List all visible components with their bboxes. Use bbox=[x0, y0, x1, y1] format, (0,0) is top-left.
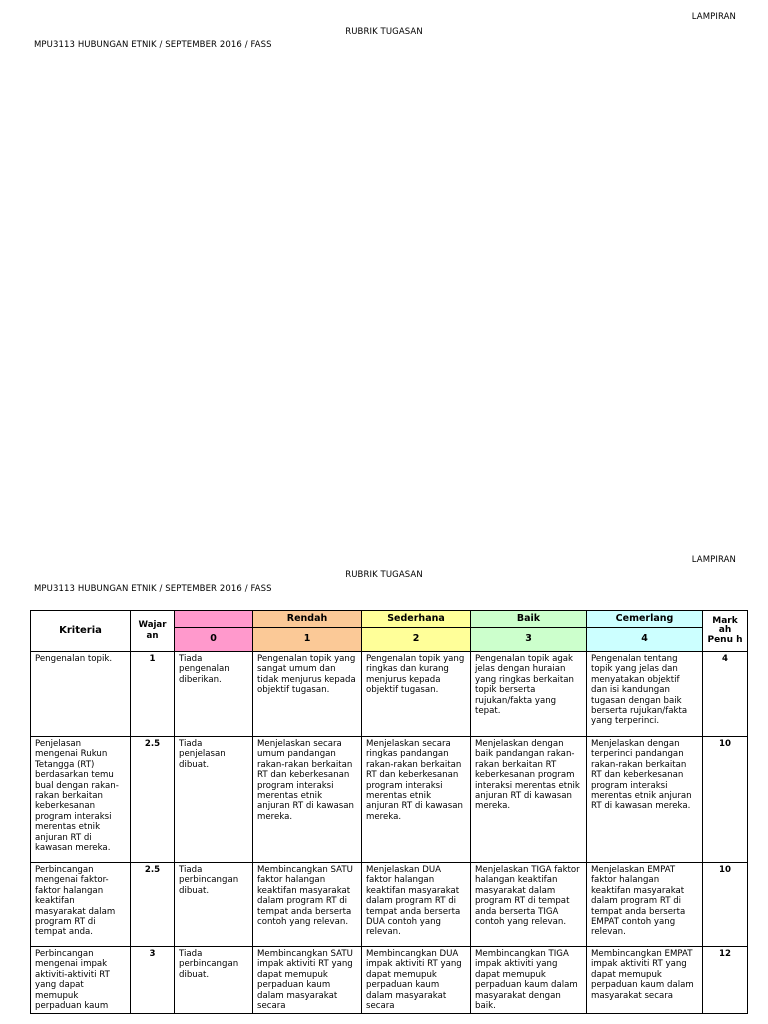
criteria-cell: Perbincangan mengenai faktor-faktor halangan keaktifan masyarakat dalam program RT di tempat anda. bbox=[31, 862, 131, 946]
course-line: MPU3113 HUBUNGAN ETNIK / SEPTEMBER 2016 / FASS bbox=[34, 40, 272, 50]
desc-2-cell: Pengenalan topik yang ringkas dan kurang menjurus kepada objektif tugasan. bbox=[362, 651, 471, 736]
full-mark-cell: 10 bbox=[703, 736, 748, 862]
level-2-score: 2 bbox=[362, 627, 471, 651]
rubric-title: RUBRIK TUGASAN bbox=[345, 570, 423, 580]
weight-cell: 2.5 bbox=[131, 736, 175, 862]
desc-1-cell: Pengenalan topik yang sangat umum dan tidak menjurus kepada objektif tugasan. bbox=[253, 651, 362, 736]
level-4-score: 4 bbox=[587, 627, 703, 651]
desc-3-cell: Pengenalan topik agak jelas dengan huraian yang ringkas berkaitan topik berserta rujukan/fakta yang tepat. bbox=[471, 651, 587, 736]
header-wajaran: Wajar an bbox=[131, 611, 175, 652]
desc-3-cell: Menjelaskan TIGA faktor halangan keaktifan masyarakat dalam program RT di tempat anda berserta TIGA contoh yang relevan. bbox=[471, 862, 587, 946]
level-0-score: 0 bbox=[175, 627, 253, 651]
desc-4-cell: Membincangkan EMPAT impak aktiviti RT yang dapat memupuk perpaduan kaum dalam masyarakat secara bbox=[587, 946, 703, 1014]
table-row bbox=[31, 736, 748, 862]
level-2-name: Sederhana bbox=[362, 611, 471, 628]
weight-cell: 3 bbox=[131, 946, 175, 1014]
desc-3-cell: Menjelaskan dengan baik pandangan rakan-rakan berkaitan RT keberkesanan program interaksi merentas etnik anjuran RT di kawasan mereka. bbox=[471, 736, 587, 862]
level-1-name: Rendah bbox=[253, 611, 362, 628]
full-mark-cell: 10 bbox=[703, 862, 748, 946]
rubric-table bbox=[30, 610, 748, 1014]
desc-0-cell: Tiada perbincangan dibuat. bbox=[175, 862, 253, 946]
level-3-score: 3 bbox=[471, 627, 587, 651]
desc-4-cell: Menjelaskan EMPAT faktor halangan keaktifan masyarakat dalam program RT di tempat anda berserta EMPAT contoh yang relevan. bbox=[587, 862, 703, 946]
lampiran-label: LAMPIRAN bbox=[691, 12, 736, 22]
lampiran-label: LAMPIRAN bbox=[691, 555, 736, 565]
desc-1-cell: Membincangkan SATU impak aktiviti RT yang dapat memupuk perpaduan kaum dalam masyarakat secara bbox=[253, 946, 362, 1014]
desc-3-cell: Membincangkan TIGA impak aktiviti yang dapat memupuk perpaduan kaum dalam masyarakat dengan baik. bbox=[471, 946, 587, 1014]
desc-0-cell: Tiada perbincangan dibuat. bbox=[175, 946, 253, 1014]
desc-2-cell: Menjelaskan secara ringkas pandangan rakan-rakan berkaitan RT dan keberkesanan program interaksi merentas etnik anjuran RT di kawasan mereka. bbox=[362, 736, 471, 862]
table-row bbox=[31, 862, 748, 946]
desc-2-cell: Menjelaskan DUA faktor halangan keaktifan masyarakat dalam program RT di tempat anda berserta DUA contoh yang relevan. bbox=[362, 862, 471, 946]
desc-1-cell: Menjelaskan secara umum pandangan rakan-rakan berkaitan RT dan keberkesanan program interaksi merentas etnik anjuran RT di kawasan mereka. bbox=[253, 736, 362, 862]
level-1-score: 1 bbox=[253, 627, 362, 651]
desc-2-cell: Membincangkan DUA impak aktiviti RT yang dapat memupuk perpaduan kaum dalam masyarakat secara bbox=[362, 946, 471, 1014]
table-row bbox=[31, 651, 748, 736]
level-0-name bbox=[175, 611, 253, 628]
desc-4-cell: Pengenalan tentang topik yang jelas dan menyatakan objektif dan isi kandungan tugasan dengan baik berserta rujukan/fakta yang terperinci. bbox=[587, 651, 703, 736]
criteria-cell: Perbincangan mengenai impak aktiviti-aktiviti RT yang dapat memupuk perpaduan kaum bbox=[31, 946, 131, 1014]
desc-0-cell: Tiada penjelasan dibuat. bbox=[175, 736, 253, 862]
weight-cell: 2.5 bbox=[131, 862, 175, 946]
header-kriteria: Kriteria bbox=[31, 611, 131, 652]
desc-4-cell: Menjelaskan dengan terperinci pandangan rakan-rakan berkaitan RT dan keberkesanan program interaksi merentas etnik anjuran RT di kawasan mereka. bbox=[587, 736, 703, 862]
table-row bbox=[31, 946, 748, 1014]
criteria-cell: Pengenalan topik. bbox=[31, 651, 131, 736]
full-mark-cell: 4 bbox=[703, 651, 748, 736]
rubric-title: RUBRIK TUGASAN bbox=[345, 27, 423, 37]
level-3-name: Baik bbox=[471, 611, 587, 628]
level-4-name: Cemerlang bbox=[587, 611, 703, 628]
full-mark-cell: 12 bbox=[703, 946, 748, 1014]
course-line: MPU3113 HUBUNGAN ETNIK / SEPTEMBER 2016 / FASS bbox=[34, 584, 272, 594]
desc-1-cell: Membincangkan SATU faktor halangan keaktifan masyarakat dalam program RT di tempat anda berserta contoh yang relevan. bbox=[253, 862, 362, 946]
desc-0-cell: Tiada pengenalan diberikan. bbox=[175, 651, 253, 736]
weight-cell: 1 bbox=[131, 651, 175, 736]
criteria-cell: Penjelasan mengenai Rukun Tetangga (RT) berdasarkan temu bual dengan rakan-rakan berkaitan keberkesanan program interaksi merentas etnik anjuran RT di kawasan mereka. bbox=[31, 736, 131, 862]
table-header-row bbox=[31, 611, 748, 628]
header-markah: Mark ah Penu h bbox=[703, 611, 748, 652]
